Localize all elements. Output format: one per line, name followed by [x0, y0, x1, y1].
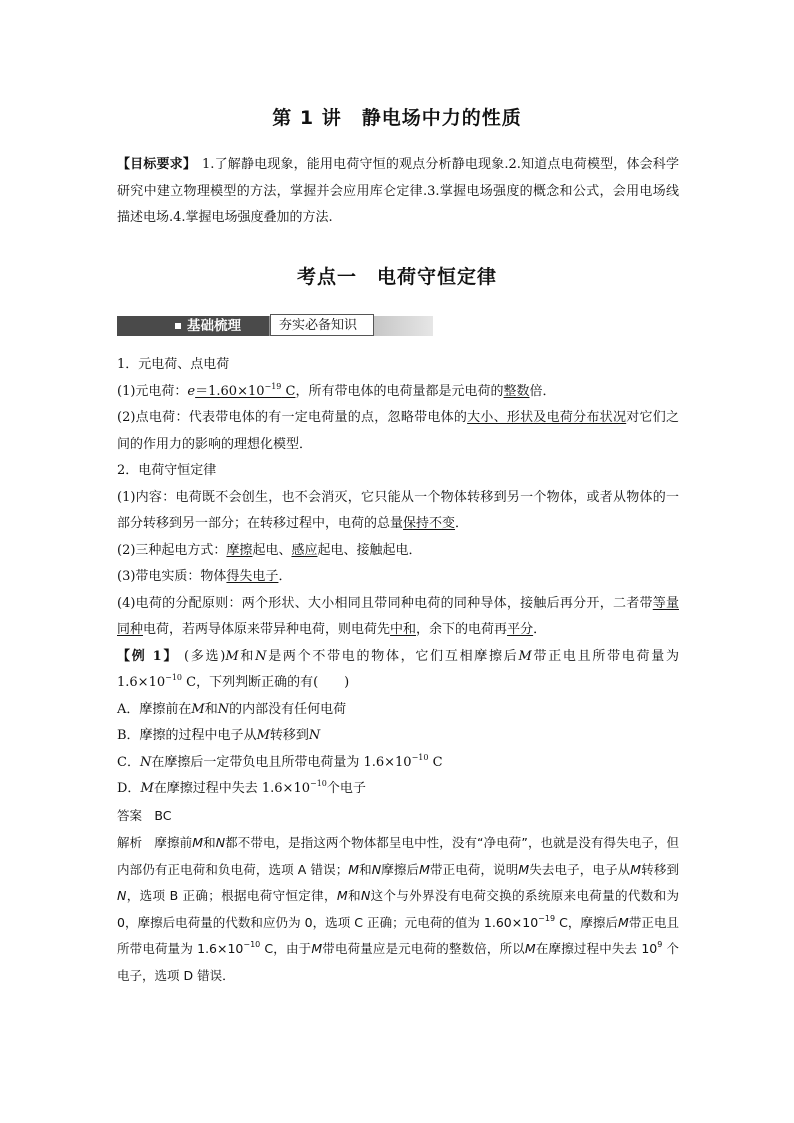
para-methods: (2)三种起电方式：摩擦起电、感应起电、接触起电．: [117, 542, 422, 558]
main-content: [117, 352, 679, 989]
option-c: C．N在摩擦后一定带负电且所带电荷量为 $1.6\times 10^{-10}$ C: [117, 752, 443, 770]
para-distribution: (4)电荷的分配原则：两个形状、大小相同且带同种电荷的同种导体，接触后再分开，二者带等量同种电荷，若两导体原来带异种电荷，则电荷先中和，余下的电荷再平分．: [117, 595, 679, 637]
option-a: A．摩擦前在M和N的内部没有任何电荷: [117, 701, 347, 717]
lecture-title: 第 1 讲 静电场中力的性质: [272, 107, 522, 129]
square-bullet-icon: [175, 323, 181, 329]
option-b: B．摩擦的过程中电子从M转移到N: [117, 728, 321, 743]
banner-sub-label: 夯实必备知识: [279, 318, 358, 333]
section-banner: [117, 314, 433, 338]
learning-goals: [117, 152, 679, 232]
heading-1: 1．元电荷、点电荷: [117, 357, 230, 372]
para-content: (1)内容：电荷既不会创生，也不会消灭，它只能从一个物体转移到另一个物体，或者从物体的一部分转移到另一部分；在转移过程中，电荷的总量保持不变．: [117, 489, 679, 531]
section-title: 考点一 电荷守恒定律: [296, 266, 497, 288]
goals-tag: 【目标要求】: [117, 157, 197, 172]
goals-text: 1.了解静电现象，能用电荷守恒的观点分析静电现象.2.知道点电荷模型，体会科学研究中建立物理模型的方法，掌握并会应用库仑定律.3.掌握电场强度的概念和公式，会用电场线描述电场.4.掌握电场强度叠加的方法.: [117, 157, 679, 225]
heading-2: 2．电荷守恒定律: [117, 463, 217, 478]
para-elementary-charge: (1)元电荷：$e=1.60\times 10^{-19}$ C，所有带电体的电荷量都是元电荷的整数倍．: [117, 381, 556, 399]
example-question: 【例 1】 (多选)M和N是两个不带电的物体，它们互相摩擦后M带正电且所带电荷量为 $1.6\times 10^{-10}$ C，下列判断正确的有( ): [117, 648, 679, 690]
banner-label: 基础梳理: [187, 318, 241, 334]
para-point-charge: (2)点电荷：代表带电体的有一定电荷量的点，忽略带电体的大小、形状及电荷分布状况对它们之间的作用力的影响的理想化模型．: [117, 410, 679, 452]
option-d: D．M在摩擦过程中失去 $1.6\times 10^{-10}$个电子: [117, 779, 366, 796]
para-essence: (3)带电实质：物体得失电子．: [117, 569, 292, 584]
answer-line: 答案 BC: [117, 807, 172, 823]
analysis-paragraph: 解析 摩擦前M和N都不带电，是指这两个物体都呈电中性，没有“净电荷”，也就是没有得失电子，但内部仍有正电荷和负电荷，选项 A 错误；M和N摩擦后M带正电荷，说明M失去电子，电子从M转移到N，选项 B 正确；根据电荷守恒定律，M和N这个与外界没有电荷交换的系统原来电荷量的代数和为 0，摩擦后电荷量的代数和应仍为 0，选项 C 正确；元电荷的值为 $1.60\times 10^{-19}$ C，摩擦后M带正电且所带电荷量为 $1.6\times 10^{-10}$ C，由于M带电荷量应是元电荷的整数倍，所以M在摩擦过程中失去 $10^9$ 个电子，选项 D 错误．: [117, 835, 679, 983]
